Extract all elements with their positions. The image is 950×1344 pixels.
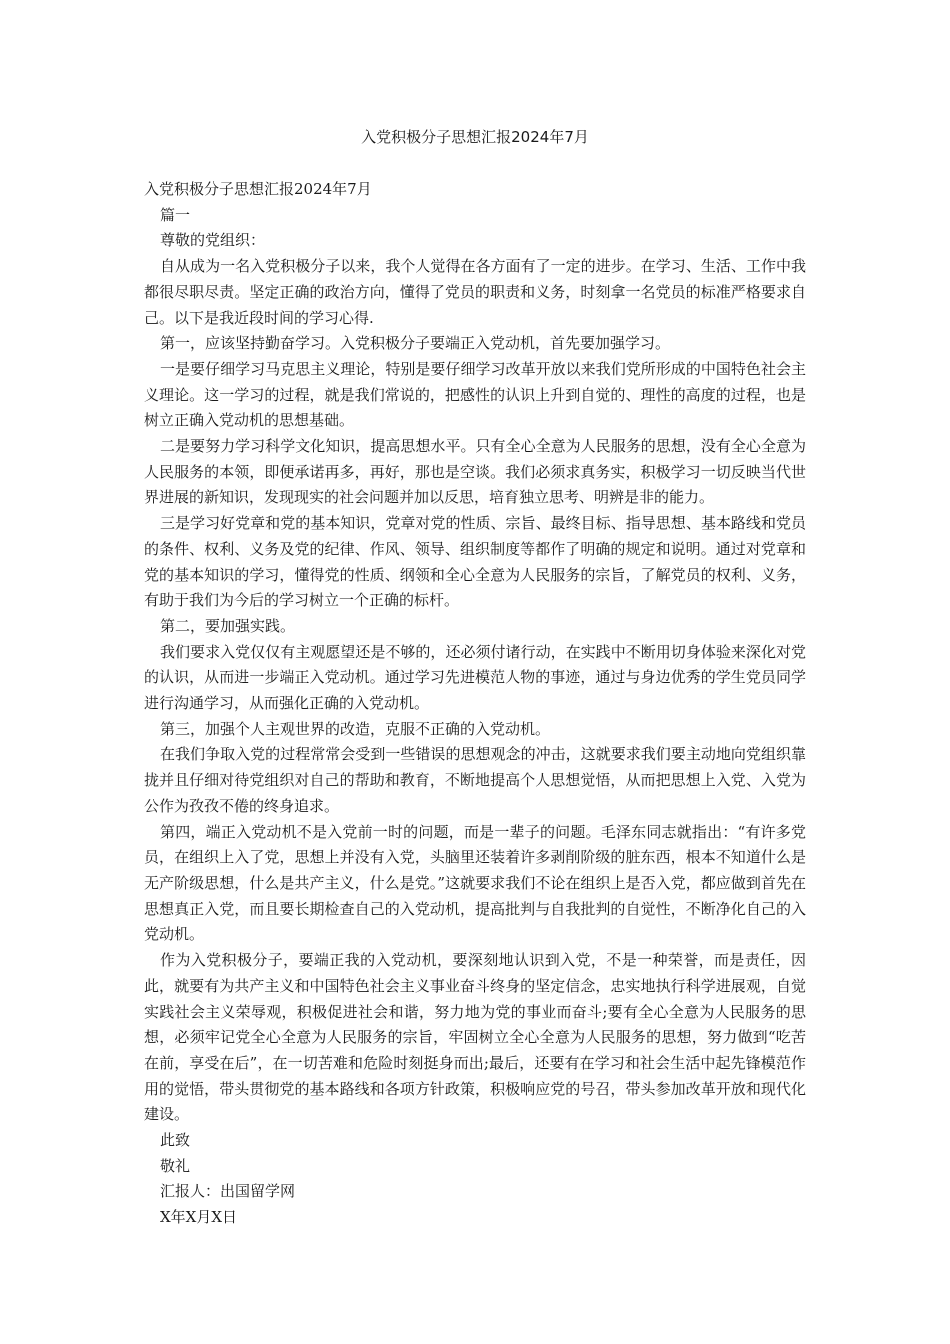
- paragraph-part-label: 篇一: [160, 205, 191, 224]
- paragraph: 第三，加强个人主观世界的改造，克服不正确的入党动机。: [160, 719, 551, 738]
- paragraph: 二是要努力学习科学文化知识，提高思想水平。只有全心全意为人民服务的思想，没有全心全意为人民服务的本领，即便承诺再多，再好，那也是空谈。我们必须求真务实，积极学习一切反映当代世界进展的新知识，发现现实的社会问题并加以反思，培育独立思考、明辨是非的能力。: [144, 437, 806, 507]
- paragraph: 作为入党积极分子，要端正我的入党动机，要深刻地认识到入党，不是一种荣誉，而是责任，因此，就要有为共产主义和中国特色社会主义事业奋斗终身的坚定信念，忠实地执行科学进展观，自觉实践社会主义荣辱观，积极促进社会和谐，努力地为党的事业而奋斗;要有全心全意为人民服务的思想，必须牢记党全心全意为人民服务的宗旨，牢固树立全心全意为人民服务的思想，努力做到“吃苦在前，享受在后”，在一切苦难和危险时刻挺身而出;最后，还要有在学习和社会生活中起先锋模范作用的觉悟，带头贯彻党的基本路线和各项方针政策，积极响应党的号召，带头参加改革开放和现代化建设。: [144, 951, 806, 1124]
- paragraph: 第四，端正入党动机不是入党前一时的问题，而是一辈子的问题。毛泽东同志就指出：“有许多党员，在组织上入了党，思想上并没有入党，头脑里还装着许多剥削阶级的脏东西，根本不知道什么是无产阶级思想，什么是共产主义，什么是党。”这就要求我们不论在组织上是否入党，都应做到首先在思想真正入党，而且要长期检查自己的入党动机，提高批判与自我批判的自觉性，不断净化自己的入党动机。: [144, 822, 806, 944]
- paragraph: 一是要仔细学习马克思主义理论，特别是要仔细学习改革开放以来我们党所形成的中国特色社会主义理论。这一学习的过程，就是我们常说的，把感性的认识上升到自觉的、理性的高度的过程，也是树立正确入党动机的思想基础。: [144, 359, 806, 430]
- body-heading: 入党积极分子思想汇报2024年7月: [144, 180, 372, 198]
- reporter-line: 汇报人：出国留学网: [160, 1182, 296, 1201]
- paragraph: 我们要求入党仅仅有主观愿望还是不够的，还必须付诸行动，在实践中不断用切身体验来深化对党的认识，从而进一步端正入党动机。通过学习先进模范人物的事迹，通过与身边优秀的学生党员同学进行沟通学习，从而强化正确的入党动机。: [144, 642, 806, 713]
- closing-line: 此致: [160, 1131, 191, 1150]
- closing-regards: 敬礼: [160, 1156, 191, 1175]
- document-body: [144, 177, 806, 1231]
- paragraph: 自从成为一名入党积极分子以来，我个人觉得在各方面有了一定的进步。在学习、生活、工作中我都很尽职尽责。坚定正确的政治方向，懂得了党员的职责和义务，时刻拿一名党员的标准严格要求自己。以下是我近段时间的学习心得.: [144, 257, 806, 327]
- document-title: 入党积极分子思想汇报2024年7月: [361, 128, 589, 146]
- paragraph: 第一，应该坚持勤奋学习。入党积极分子要端正入党动机，首先要加强学习。: [160, 334, 671, 353]
- paragraph: 在我们争取入党的过程常常会受到一些错误的思想观念的冲击，这就要求我们要主动地向党组织靠拢并且仔细对待党组织对自己的帮助和教育，不断地提高个人思想觉悟，从而把思想上入党、入党为公作为孜孜不倦的终身追求。: [144, 745, 806, 815]
- paragraph: 三是学习好党章和党的基本知识，党章对党的性质、宗旨、最终目标、指导思想、基本路线和党员的条件、权利、义务及党的纪律、作风、领导、组织制度等都作了明确的规定和说明。通过对党章和党的基本知识的学习，懂得党的性质、纲领和全心全意为人民服务的宗旨，了解党员的权利、义务，有助于我们为今后的学习树立一个正确的标杆。: [144, 514, 806, 610]
- date-line: X年X月X日: [160, 1208, 238, 1227]
- paragraph-salutation: 尊敬的党组织：: [160, 231, 266, 250]
- paragraph: 第二，要加强实践。: [160, 616, 296, 635]
